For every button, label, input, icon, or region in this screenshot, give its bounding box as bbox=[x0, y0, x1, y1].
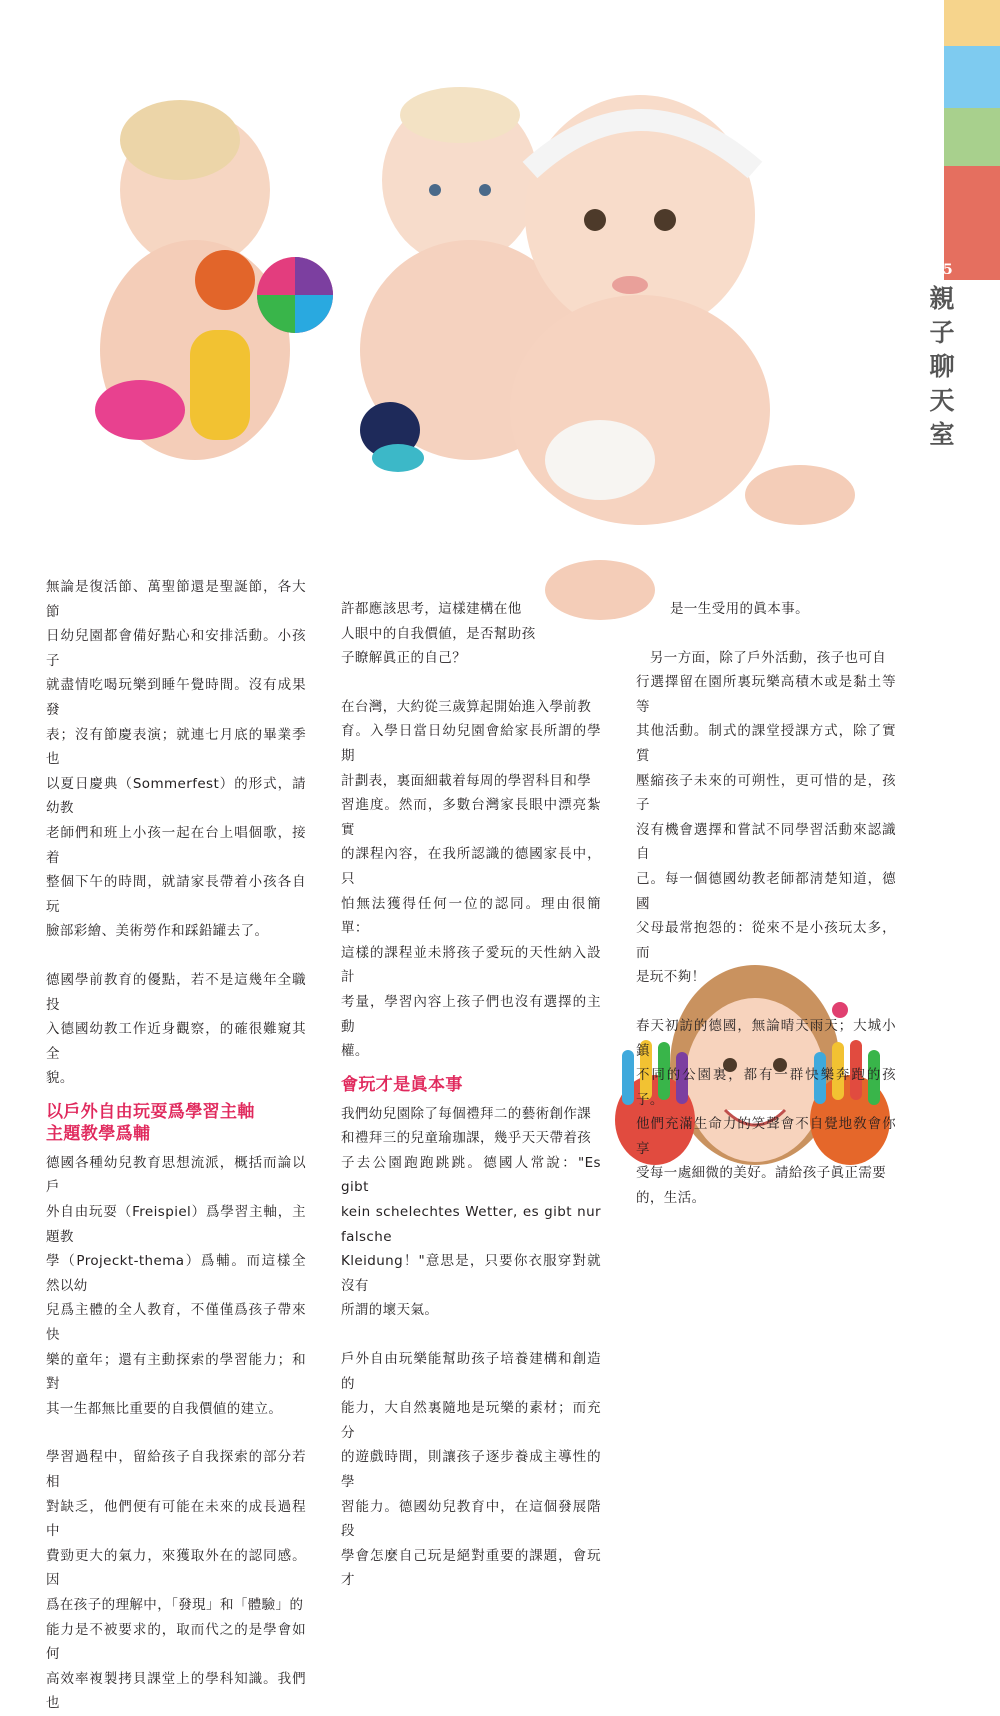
col1-paragraph-4: 學習過程中，留給孩子自我探索的部分若相 對缺乏，他們便有可能在未來的成長過程中 費勁更大的氣力，來獲取外在的認同感。因 爲在孩子的理解中，「發現」和「體驗」的 能力是不被要求的，取而代之的是學會如何 高效率複製拷貝課堂上的學科知識。我們也 bbox=[46, 1449, 306, 1712]
column-2 bbox=[341, 597, 601, 1593]
col2-paragraph-4: 戶外自由玩樂能幫助孩子培養建構和創造的 能力，大自然裏隨地是玩樂的素材；而充分 的遊戲時間，則讓孩子逐步養成主導性的學 習能力。德國幼兒教育中，在這個發展階段 學會怎麼自己玩是絕對重要的課題，會玩才 bbox=[341, 1351, 601, 1589]
col1-paragraph-3: 德國各種幼兒教育思想流派，概括而論以戶 外自由玩耍（Freispiel）爲學習主軸，主題教 學（Projeckt-thema）爲輔。而這樣全然以幼 兒爲主體的全人教育，不僅僅爲孩子帶來快 樂的童年；還有主動探索的學習能力；和對 其一生都無比重要的自我價値的建立。 bbox=[46, 1154, 306, 1417]
tab-green bbox=[944, 108, 1000, 166]
col1-paragraph-2: 德國學前教育的優點，若不是這幾年全職投 入德國幼教工作近身觀察，的確很難窺其全 貌。 bbox=[46, 971, 306, 1087]
col1-heading: 以戶外自由玩耍爲學習主軸 主題教學爲輔 bbox=[46, 1101, 255, 1144]
col2-paragraph-1: 許都應該思考，這樣建構在他 人眼中的自我價値，是否幫助孩 子瞭解眞正的自己？ bbox=[341, 601, 536, 667]
col3-paragraph-3: 春天初訪的德國，無論晴天雨天；大城小鎮 不同的公園裏，都有一群快樂奔跑的孩子。 他們充滿生命力的笑聲會不自覺地敎會你享 受每一處細微的美好。請給孩子眞正需要 的，生活。 bbox=[636, 1017, 896, 1207]
col2-paragraph-3: 我們幼兒園除了每個禮拜二的藝術創作課 和禮拜三的兒童瑜珈課，幾乎天天帶着孩 子去公園跑跑跳跳。德國人常說："Es gibt kein schelechtes Wetter, es gibt nur falsche Kleidung！"意思是，只要你衣服穿對就沒有 所謂的壞天氣。 bbox=[341, 1105, 601, 1319]
tab-blue bbox=[944, 46, 1000, 108]
tab-yellow bbox=[944, 0, 1000, 46]
col3-paragraph-1: 是一生受用的眞本事。 bbox=[670, 601, 809, 617]
col3-paragraph-2: 另一方面，除了戶外活動，孩子也可自 行選擇留在園所裏玩樂高積木或是黏土等等 其他活動。制式的課堂授課方式，除了實質 壓縮孩子未來的可朔性，更可惜的是，孩子 沒有機會選擇和嘗試不同學習活動來認識自 己。每一個德國幼教老師都淸楚知道，德國 父母最常抱怨的：從來不是小孩玩太多，而 是玩不夠！ bbox=[636, 649, 896, 986]
column-1 bbox=[46, 575, 306, 1716]
col2-heading: 會玩才是眞本事 bbox=[341, 1074, 463, 1095]
col1-paragraph-1: 無論是復活節、萬聖節還是聖誕節，各大節 日幼兒園都會備好點心和安排活動。小孩子 就盡情吃喝玩樂到睡午覺時間。沒有成果發 表；沒有節慶表演；就連七月底的畢業季也 以夏日慶典（Sommerfest）的形式，請幼教 老師們和班上小孩一起在台上唱個歌，接着 整個下午的時間，就請家長帶着小孩各自玩 臉部彩繪、美術勞作和踩鉛罐去了。 bbox=[46, 579, 306, 940]
baby-right bbox=[510, 95, 855, 620]
column-3 bbox=[636, 597, 896, 1211]
col2-paragraph-2: 在台灣，大約從三歲算起開始進入學前教 育。入學日當日幼兒園會給家長所謂的學期 計劃表，裏面細載着每周的學習科目和學 習進度。然而，多數台灣家長眼中漂亮紮實 的課程內容，在我所認識的德國家長中，只 怕無法獲得任何一位的認同。理由很簡單： 這樣的課程並未將孩子愛玩的天性納入設計 考量，學習內容上孩子們也沒有選擇的主動 權。 bbox=[341, 698, 601, 1060]
page-number: 35 bbox=[933, 262, 953, 278]
section-title: 親子聊天室 bbox=[929, 284, 955, 449]
babies-photo bbox=[80, 80, 860, 640]
baby-left bbox=[95, 100, 333, 460]
